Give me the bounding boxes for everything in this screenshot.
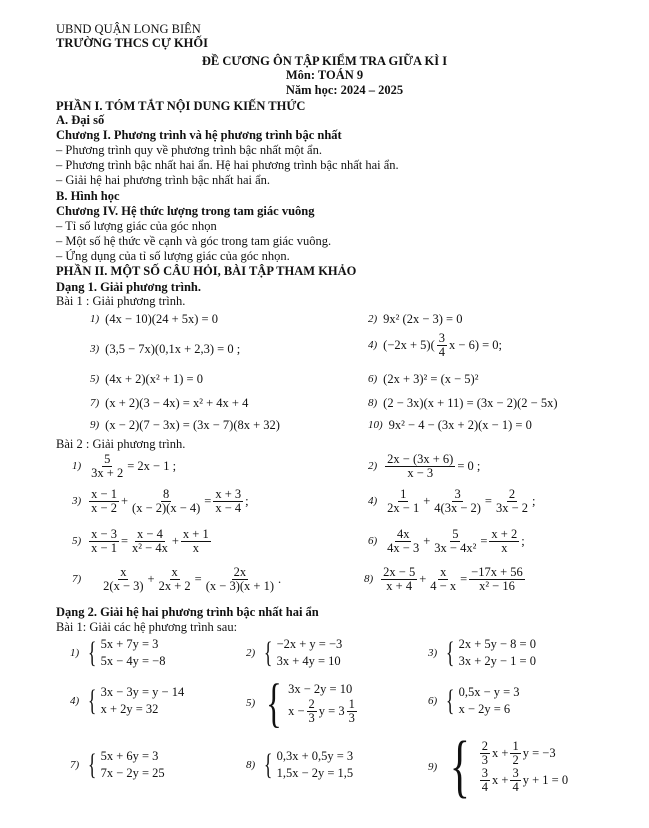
equation: 2) $\frac{2x - (3x + 6)}{x - 3}$ = 0 ; xyxy=(368,452,481,481)
algebra-heading: A. Đại số xyxy=(56,113,105,127)
geometry-heading: B. Hình học xyxy=(56,189,120,203)
equation: 2) 9x² (2x − 3) = 0 xyxy=(368,312,463,326)
equation-system: 9) { 2 3 x + 1 2 y = −3 3 4 x + 3 4 y + 1 = 0 xyxy=(428,728,569,805)
equation: 3) x − 1 x − 2 + $\frac{8}{(x - 2)(x - 4)}$ = $\frac{x + 3}{x - 4}$ ; xyxy=(72,487,249,516)
equation-system: 2) { −2x + y = −3 3x + 4y = 10 xyxy=(246,635,343,669)
part2-title: PHẦN II. MỘT SỐ CÂU HỎI, BÀI TẬP THAM KHẢO xyxy=(56,264,357,278)
form2-heading: Dạng 2. Giải hệ hai phương trình bậc nhất hai ẩn xyxy=(56,605,319,619)
equation: 3) (3,5 − 7x)(0,1x + 2,3) = 0 ; xyxy=(90,342,241,356)
doc-title: ĐỀ CƯƠNG ÔN TẬP KIỂM TRA GIỮA KÌ I xyxy=(201,54,448,68)
equation-system: 7) { 5x + 6y = 3 7x − 2y = 25 xyxy=(70,747,165,781)
equation: 8) 2x − 5 x + 4 + $\frac{x}{4 - x}$ = $\frac{-17x + 56}{\text{x² − 16}}$ xyxy=(364,565,523,594)
chapter1-heading: Chương I. Phương trình và hệ phương trình bậc nhất xyxy=(56,128,342,142)
chapter4-item: – Tỉ số lượng giác của góc nhọn xyxy=(56,219,217,233)
chapter4-heading: Chương IV. Hệ thức lượng trong tam giác vuông xyxy=(56,204,315,218)
part1-title: PHẦN I. TÓM TẮT NỘI DUNG KIẾN THỨC xyxy=(56,99,306,113)
equation-system: 1) { 5x + 7y = 3 5x − 4y = −8 xyxy=(70,635,166,669)
doc-subject: Môn: TOÁN 9 xyxy=(285,68,364,82)
equation: 1) $\frac{5}{3x + 2}$ = 2x − 1 ; xyxy=(72,452,177,481)
equation: 8) (2 − 3x)(x + 11) = (3x − 2)(2 − 5x) xyxy=(368,396,558,410)
equation-system: 3) { 2x + 5y − 8 = 0 3x + 2y − 1 = 0 xyxy=(428,635,536,669)
equation-system: 6) { 0,5x − y = 3 x − 2y = 6 xyxy=(428,683,520,717)
chapter4-item: – Ứng dụng của tỉ số lượng giác của góc nhọn. xyxy=(56,249,290,263)
chapter1-item: – Phương trình quy về phương trình bậc nhất một ẩn. xyxy=(56,143,322,157)
equation-system: 8) { 0,3x + 0,5y = 3 1,5x − 2y = 1,5 xyxy=(246,747,354,781)
equation: 7) x 2(x − 3) + $\frac{x}{2x + 2}$ = $\frac{2x}{(x - 3)(x + 1)}$ . xyxy=(72,565,282,594)
exercise21-label: Bài 1: Giải các hệ phương trình sau: xyxy=(56,620,238,634)
equation: 10) 9x² − 4 − (3x + 2)(x − 1) = 0 xyxy=(368,418,532,432)
chapter1-item: – Phương trình bậc nhất hai ẩn. Hệ hai phương trình bậc nhất hai ẩn. xyxy=(56,158,399,172)
equation-system: 4) { 3x − 3y = y − 14 x + 2y = 32 xyxy=(70,683,185,717)
school-name: TRƯỜNG THCS CỰ KHỐI xyxy=(56,36,208,50)
equation: 5) $\frac{x - 3}{x - 1}$ = $\frac{x - 4}{\text{x² − 4x}}$ + $\frac{x + 1}{x}$ xyxy=(72,527,209,556)
form1-heading: Dạng 1. Giải phương trình. xyxy=(56,280,202,294)
doc-year: Năm học: 2024 – 2025 xyxy=(285,83,404,97)
org-name: UBND QUẬN LONG BIÊN xyxy=(56,22,201,36)
exercise1-label: Bài 1 : Giải phương trình. xyxy=(56,294,186,308)
chapter1-item: – Giải hệ hai phương trình bậc nhất hai ẩn. xyxy=(56,173,271,187)
equation: 4) (−2x + 5)( 3 4 x − 6) = 0; xyxy=(368,331,503,360)
equation: 5) (4x + 2)(x² + 1) = 0 xyxy=(90,372,203,386)
equation: 7) (x + 2)(3 − 4x) = x² + 4x + 4 xyxy=(90,396,249,410)
exercise2-label: Bài 2 : Giải phương trình. xyxy=(56,437,186,451)
equation: 6) (2x + 3)² = (x − 5)² xyxy=(368,372,479,386)
equation-system: 5) { 3x − 2y = 10 x − 2 3 y = 3 1 3 xyxy=(246,673,355,733)
equation: 9) (x − 2)(7 − 3x) = (3x − 7)(8x + 32) xyxy=(90,418,280,432)
equation: 4) 1 2x − 1 + $\frac{3}{4(3x - 2)}$ = $\frac{2}{3x - 2}$ ; xyxy=(368,487,536,516)
equation: 6) 4x 4x − 3 + $\frac{5}{\text{3x − 4x²}}$ = $\frac{x + 2}{x}$ ; xyxy=(368,527,525,556)
equation: 1) (4x − 10)(24 + 5x) = 0 xyxy=(90,312,218,326)
chapter4-item: – Một số hệ thức về cạnh và góc trong tam giác vuông. xyxy=(56,234,332,248)
